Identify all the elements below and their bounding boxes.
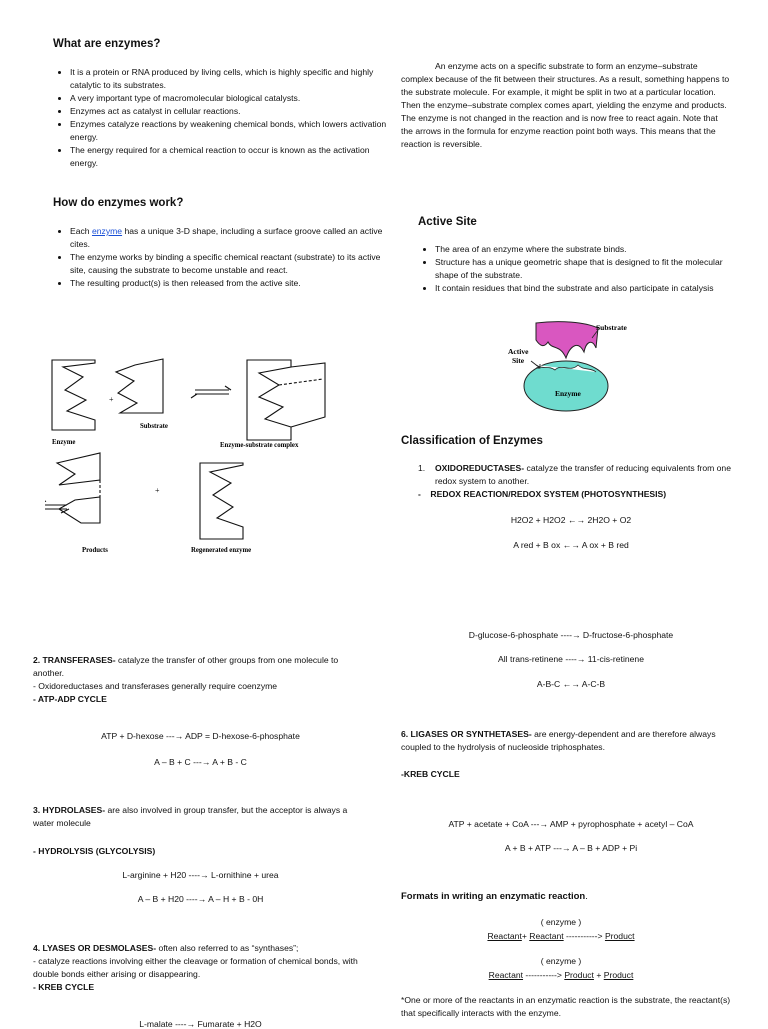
label-active: Active (508, 347, 529, 356)
heading-what-are-enzymes: What are enzymes? (53, 38, 161, 50)
hydrolases-block: 3. HYDROLASES- are also involved in group transfer, but the acceptor is always a water molecule (33, 805, 348, 828)
list-item: • It contain residues that bind the substrate and also participate in catalysis (435, 282, 745, 295)
equation: A + B + ATP ---→ A – B + ADP + Pi (504, 843, 638, 853)
how-list (52, 225, 385, 290)
footnote: *One or more of the reactants in an enzymatic reaction is the substrate, the reactant(s) that specifically interacts with the enzyme. (401, 995, 731, 1018)
complex-substrate-shape (291, 363, 325, 427)
format-line-2: Reactant -----------> Product + Product (488, 970, 634, 980)
label-substrate: Substrate (596, 323, 627, 332)
plus-sign: + (109, 395, 114, 404)
complex-enzyme-shape (247, 360, 291, 440)
heading-how-enzymes-work: How do enzymes work? (53, 197, 184, 209)
label-site: Site (512, 356, 525, 365)
label-enzyme: Enzyme (52, 439, 76, 446)
redox-subheading: - REDOX REACTION/REDOX SYSTEM (PHOTOSYNTHESIS) (418, 489, 667, 499)
equation: A – B + H20 ----→ A – H + B - 0H (137, 894, 264, 904)
what-list (52, 66, 388, 170)
equation: A – B + C ---→ A + B - C (154, 757, 247, 767)
equation: H2O2 + H2O2 ←→ 2H2O + O2 (510, 515, 632, 525)
enzyme-mechanism-figure (45, 355, 345, 560)
list-item: • The enzyme works by binding a specific chemical reactant (substrate) to its active site, causing the substrate to become unstable and react. (70, 251, 385, 277)
equilibrium-arrows-icon (191, 386, 231, 398)
reverse-arrows-icon (45, 501, 69, 513)
format-line-1: Reactant+ Reactant -----------> Product (487, 931, 635, 941)
lyases-block: 4. LYASES OR DESMOLASES- often also referred to as “synthases”; - catalyze reactions involving either the cleavage or formation of chemical bonds, with double bonds either arising or disappearing. - KREB CYCLE (33, 943, 358, 992)
plus-sign: + (155, 486, 160, 495)
heading-classification: Classification of Enzymes (401, 435, 543, 447)
format-enzyme-label: ( enzyme ) (540, 956, 582, 966)
oxidoreductases-block: 1. OXIDOREDUCTASES- catalyze the transfer of reducing equivalents from one redox system to another. (418, 463, 731, 486)
label-substrate: Substrate (140, 423, 168, 430)
equation: A red + B ox ←→ A ox + B red (513, 540, 629, 550)
equation: ATP + acetate + CoA ---→ AMP + pyrophosphate + acetyl – CoA (448, 819, 694, 829)
equation: All trans-retinene ----→ 11-cis-retinene (498, 654, 644, 664)
substrate-shape (116, 359, 163, 413)
product-2-shape (59, 497, 100, 523)
heading-active-site: Active Site (418, 216, 477, 228)
equation-partial: L-malate ----→ Fumarate + H2O (139, 1019, 262, 1029)
enzyme-shape (52, 360, 95, 430)
label-enzyme: Enzyme (555, 389, 581, 398)
pointer-arrow-icon (531, 361, 540, 368)
list-item: • Each enzyme has a unique 3-D shape, including a surface groove called an active cites. (70, 225, 385, 251)
active-site-list (417, 243, 745, 295)
enzyme-link[interactable]: enzyme (91, 226, 123, 236)
list-item: • Structure has a unique geometric shape that is designed to fit the molecular shape of the substrate. (435, 256, 745, 282)
list-item: • The energy required for a chemical reaction to occur is known as the activation energy. (70, 144, 388, 170)
equation: ATP + D-hexose ---→ ADP = D-hexose-6-phosphate (101, 731, 300, 741)
list-item: • It is a protein or RNA produced by living cells, which is highly specific and highly catalytic to its substrates. (70, 66, 388, 92)
equation: D-glucose-6-phosphate ----→ D-fructose-6-phosphate (468, 630, 674, 640)
hydrolysis-subheading: - HYDROLYSIS (GLYCOLYSIS) (33, 846, 156, 856)
heading-formats: Formats in writing an enzymatic reaction. (401, 891, 588, 902)
active-site-diagram (500, 318, 660, 420)
label-regenerated-enzyme: Regenerated enzyme (191, 547, 252, 554)
equation: L-arginine + H20 ----→ L-ornithine + urea (122, 870, 279, 880)
ligases-block: 6. LIGASES OR SYNTHETASES- are energy-dependent and are therefore always coupled to the hydrolysis of nucleoside triphosphates. (401, 729, 716, 752)
format-enzyme-label: ( enzyme ) (540, 917, 582, 927)
label-complex: Enzyme-substrate complex (220, 442, 299, 449)
transferases-block: 2. TRANSFERASES- catalyze the transfer of other groups from one molecule to another. - Oxidoreductases and transferases generally require coenzyme - ATP-ADP CYCLE (33, 655, 339, 704)
intro-paragraph: An enzyme acts on a specific substrate to form an enzyme–substrate complex because of the fit between their structures. As a result, something happens to the substrate molecule. For example, it might be split in two at a particular location. Then the enzyme–substrate complex comes apart, yielding the enzyme and products. The enzyme is not changed in the reaction and is now free to react again. Note that the arrows in the formula for enzyme reaction point both ways. This means that the reaction is reversible. (401, 61, 730, 149)
regenerated-enzyme-shape (200, 463, 243, 539)
list-item: • Enzymes catalyze reactions by weakening chemical bonds, which lowers activation energy. (70, 118, 388, 144)
list-item: • Enzymes act as catalyst in cellular reactions. (70, 105, 388, 118)
equation: A-B-C ←→ A-C-B (536, 679, 606, 689)
list-item: • The resulting product(s) is then released from the active site. (70, 277, 385, 290)
product-1-shape (57, 453, 100, 485)
kreb-cycle-subheading: -KREB CYCLE (401, 769, 460, 779)
list-item: • The area of an enzyme where the substrate binds. (435, 243, 745, 256)
label-products: Products (82, 547, 108, 554)
substrate-blob (536, 322, 598, 358)
list-item: • A very important type of macromolecular biological catalysts. (70, 92, 388, 105)
